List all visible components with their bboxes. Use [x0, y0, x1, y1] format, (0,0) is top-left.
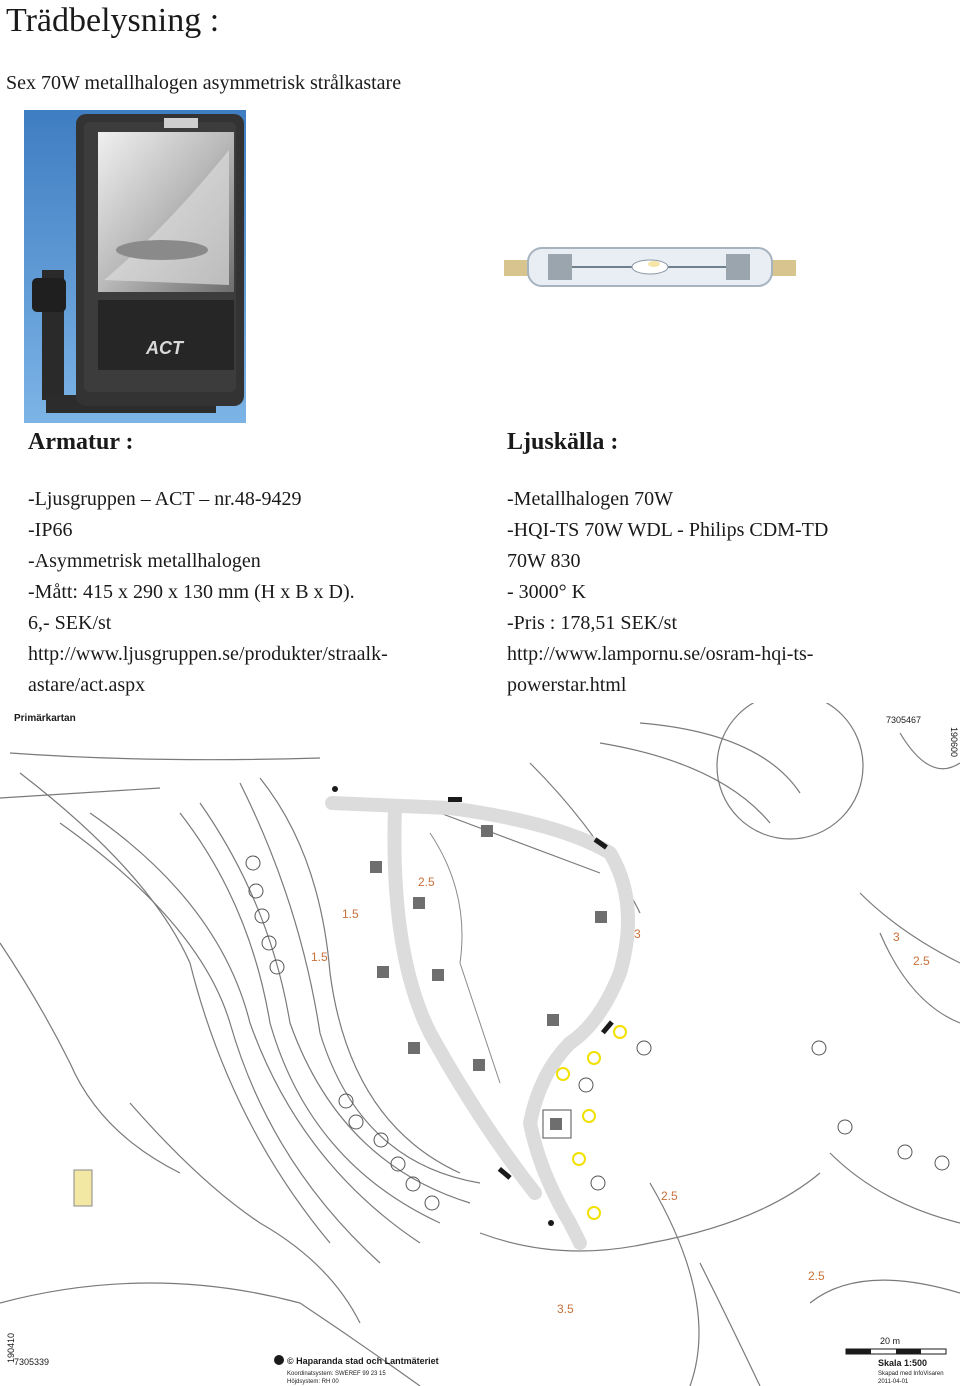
- armatur-spec-list: [28, 484, 498, 701]
- contour-label: 1.5: [342, 907, 359, 921]
- map-title: Primärkartan: [14, 713, 76, 724]
- armatur-line: -Asymmetrisk metallhalogen: [28, 550, 261, 572]
- contour-label: 3.5: [557, 1302, 574, 1316]
- floodlight-photo: [24, 110, 246, 423]
- ljuskalla-link-cont[interactable]: powerstar.html: [507, 674, 627, 696]
- ljuskalla-link[interactable]: http://www.lampornu.se/osram-hqi-ts-: [507, 643, 814, 665]
- page-subtitle: Sex 70W metallhalogen asymmetrisk strålkastare: [6, 72, 402, 94]
- armatur-link[interactable]: http://www.ljusgruppen.se/produkter/straalk-: [28, 643, 388, 665]
- bulb-photo: [504, 240, 796, 294]
- contour-label: 2.5: [418, 875, 435, 889]
- armatur-heading: Armatur :: [28, 429, 134, 455]
- ljuskalla-line: 70W 830: [507, 550, 581, 572]
- page-title: Trädbelysning :: [6, 2, 220, 39]
- map-height-system: Höjdsystem: RH 00: [287, 1379, 339, 1385]
- map-corner-coordinate: 190600: [949, 727, 959, 758]
- armatur-link-cont[interactable]: astare/act.aspx: [28, 674, 146, 696]
- map-corner-coordinate: 7305339: [14, 1357, 50, 1367]
- map-corner-coordinate: 7305467: [886, 715, 922, 725]
- map-logo-icon: [274, 1355, 284, 1365]
- map-corner-coordinate: 190410: [6, 1332, 16, 1363]
- map-scale-bar-label: 20 m: [880, 1336, 901, 1346]
- map-copyright: © Haparanda stad och Lantmäteriet: [287, 1356, 439, 1366]
- armatur-price: 6,- SEK/st: [28, 612, 112, 634]
- ljuskalla-line: -HQI-TS 70W WDL - Philips CDM-TD: [507, 519, 829, 541]
- ljuskalla-heading: Ljuskälla :: [507, 429, 619, 455]
- contour-label: 2.5: [808, 1269, 825, 1283]
- map-scale: Skala 1:500: [878, 1358, 928, 1368]
- map-scale-bar: [846, 1349, 946, 1354]
- map-coordinate-system: Koordinatsystem: SWEREF 99 23 15: [287, 1371, 386, 1377]
- armatur-line: -Mått: 415 x 290 x 130 mm (H x B x D).: [28, 581, 355, 603]
- armatur-line: -Ljusgruppen – ACT – nr.48-9429: [28, 488, 302, 510]
- armatur-line: -IP66: [28, 519, 73, 541]
- ljuskalla-spec-list: [507, 484, 947, 701]
- contour-label: 2.5: [913, 954, 930, 968]
- contour-label: 1.5: [311, 950, 328, 964]
- ljuskalla-line: - 3000° K: [507, 581, 587, 603]
- ljuskalla-price: -Pris : 178,51 SEK/st: [507, 612, 678, 634]
- contour-label: 3: [893, 930, 900, 944]
- site-map: [0, 703, 960, 1386]
- ljuskalla-line: -Metallhalogen 70W: [507, 488, 674, 510]
- contour-label: 2.5: [661, 1189, 678, 1203]
- map-made-with: Skapad med InfoVisaren: [878, 1371, 944, 1377]
- brand-label: ACT: [146, 338, 183, 358]
- contour-label: 3: [634, 927, 641, 941]
- map-date: 2011-04-01: [878, 1379, 909, 1385]
- map-building: [74, 1170, 92, 1206]
